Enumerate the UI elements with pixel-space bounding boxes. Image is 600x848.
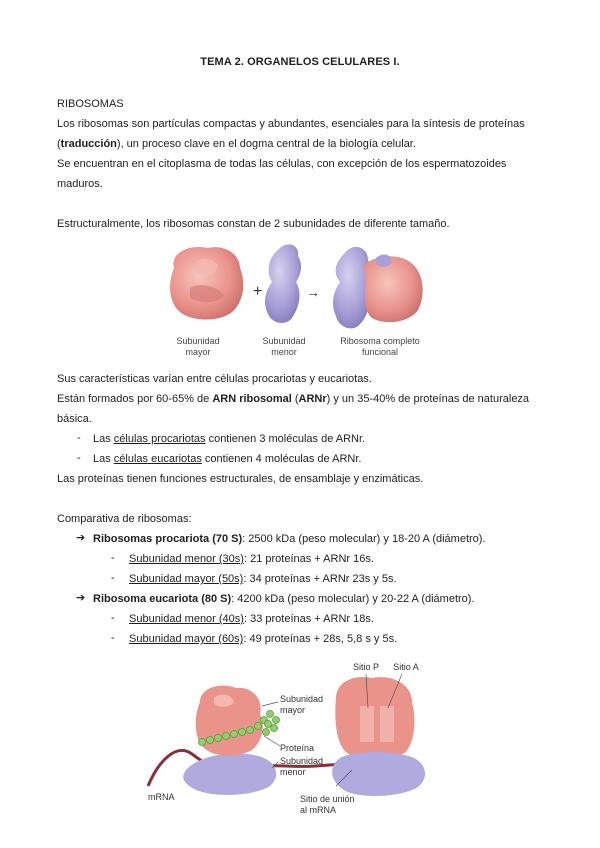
sub-dash: -	[111, 632, 115, 644]
subunits-figure	[160, 238, 440, 363]
label-proteina: Proteína	[280, 743, 315, 753]
label-subunidad-mayor-1: Subunidad	[280, 694, 324, 704]
right-large-subunit	[335, 677, 414, 760]
translation-figure	[140, 658, 440, 818]
label-subunidad-menor-1: Subunidad	[280, 756, 324, 766]
label-mrna: mRNA	[148, 792, 175, 802]
plus-sign: +	[253, 283, 263, 300]
label-major-1: Subunidad	[176, 336, 220, 346]
label-complete-2: funcional	[361, 347, 399, 357]
label-minor-1: Subunidad	[262, 336, 306, 346]
page-title: TEMA 2. ORGANELOS CELULARES I.	[200, 56, 400, 68]
arrow-bullet: ➔	[76, 532, 86, 544]
characteristics-line-2: Están formados por 60-65% de ARN ribosomal (ARNr) y un 35-40% de proteínas de naturaleza	[57, 393, 530, 405]
arrow-sign: →	[306, 284, 320, 300]
label-subunidad-mayor-2: mayor	[280, 705, 306, 715]
label-sitio-union-1: Sitio de unión	[300, 794, 355, 804]
arrow-bullet: ➔	[76, 592, 86, 604]
label-major-2: mayor	[185, 347, 211, 357]
characteristics-line-1: Sus características varían entre células procariotas y eucariotas.	[57, 373, 372, 385]
prokaryote-minor-line: Subunidad menor (30s): 21 proteínas + ARNr 16s.	[129, 553, 374, 565]
bullet-eukaryotes: Las células eucariotas contienen 4 moléculas de ARNr.	[93, 453, 362, 465]
eukaryote-ribosome-line: Ribosoma eucariota (80 S): 4200 kDa (peso molecular) y 20-22 A (diámetro).	[93, 593, 475, 605]
sub-dash: -	[111, 572, 115, 584]
site-a-pocket	[380, 706, 394, 742]
small-subunit-shape	[265, 244, 301, 323]
intro-line-1: Los ribosomas son partículas compactas y abundantes, esenciales para la síntesis de proteínas	[57, 118, 525, 130]
sub-dash: -	[111, 552, 115, 564]
label-sitio-a: Sitio A	[393, 662, 419, 672]
right-small-subunit	[332, 752, 425, 796]
label-sitio-p: Sitio P	[352, 662, 380, 672]
bullet-prokaryotes: Las células procariotas contienen 3 moléculas de ARNr.	[93, 433, 366, 445]
sub-dash: -	[111, 612, 115, 624]
prokaryote-ribosome-line: Ribosomas procariota (70 S): 2500 kDa (peso molecular) y 18-20 A (diámetro).	[93, 533, 486, 545]
intro-line-4: maduros.	[57, 178, 103, 190]
prokaryote-major-line: Subunidad mayor (50s): 34 proteínas + ARNr 23s y 5s.	[129, 573, 397, 585]
site-p-pocket	[360, 706, 374, 742]
label-sitio-union-2: al mRNA	[300, 805, 337, 815]
complete-ribosome-shape	[333, 247, 423, 328]
large-subunit-shape	[170, 247, 243, 320]
bullet-dash: -	[77, 452, 81, 464]
comparison-heading: Comparativa de ribosomas:	[57, 513, 192, 525]
structure-line: Estructuralmente, los ribosomas constan de 2 subunidades de diferente tamaño.	[57, 218, 450, 230]
eukaryote-minor-line: Subunidad menor (40s): 33 proteínas + ARNr 18s.	[129, 613, 374, 625]
intro-line-3: Se encuentran en el citoplasma de todas las células, con excepción de los espermatozoides	[57, 158, 507, 170]
characteristics-line-4: Las proteínas tienen funciones estructurales, de ensamblaje y enzimáticas.	[57, 473, 424, 485]
label-minor-2: menor	[271, 347, 297, 357]
left-small-subunit	[183, 753, 276, 795]
eukaryote-major-line: Subunidad mayor (60s): 49 proteínas + 28s, 5,8 s y 5s.	[129, 633, 398, 645]
intro-line-2: (traducción), un proceso clave en el dogma central de la biología celular.	[57, 138, 416, 150]
section-heading: RIBOSOMAS	[57, 98, 124, 110]
bullet-dash: -	[77, 432, 81, 444]
label-subunidad-menor-2: menor	[280, 767, 306, 777]
characteristics-line-3: básica.	[57, 413, 92, 425]
label-complete-1: Ribosoma completo	[340, 336, 420, 346]
